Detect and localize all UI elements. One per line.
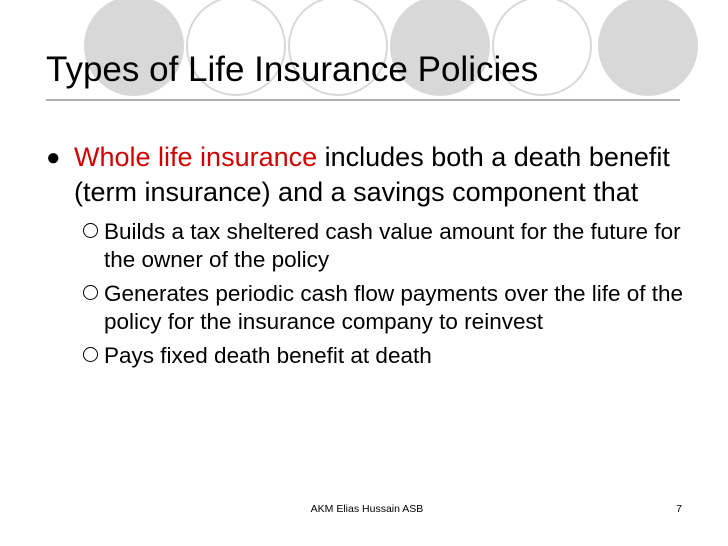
sub-bullet xyxy=(46,342,696,370)
main-bullet-text: includes both a death benefit (term insurance) and a savings component that xyxy=(74,142,670,207)
sub-bullet-text: Builds a tax sheltered cash value amount for the future for the owner of the policy xyxy=(104,219,681,272)
sub-bullet xyxy=(46,218,696,274)
sub-bullet-text: Generates periodic cash flow payments over the life of the policy for the insurance company to reinvest xyxy=(104,281,684,334)
ring-bullet-icon xyxy=(83,223,98,238)
slide-title: Types of Life Insurance Policies xyxy=(46,50,539,89)
solid-bullet-icon: ● xyxy=(46,144,61,171)
highlighted-term: Whole life insurance xyxy=(74,142,318,172)
sub-bullet-list xyxy=(46,218,696,370)
sub-bullet xyxy=(46,280,696,336)
ring-bullet-icon xyxy=(83,347,98,362)
decorative-circle xyxy=(598,0,698,96)
sub-bullet-text: Pays fixed death benefit at death xyxy=(104,343,432,368)
slide-content xyxy=(46,140,696,376)
ring-bullet-icon xyxy=(83,285,98,300)
footer-author: AKM Elias Hussain ASB xyxy=(310,503,424,515)
page-number: 7 xyxy=(676,503,682,515)
title-divider xyxy=(46,99,680,101)
main-bullet xyxy=(46,140,696,210)
